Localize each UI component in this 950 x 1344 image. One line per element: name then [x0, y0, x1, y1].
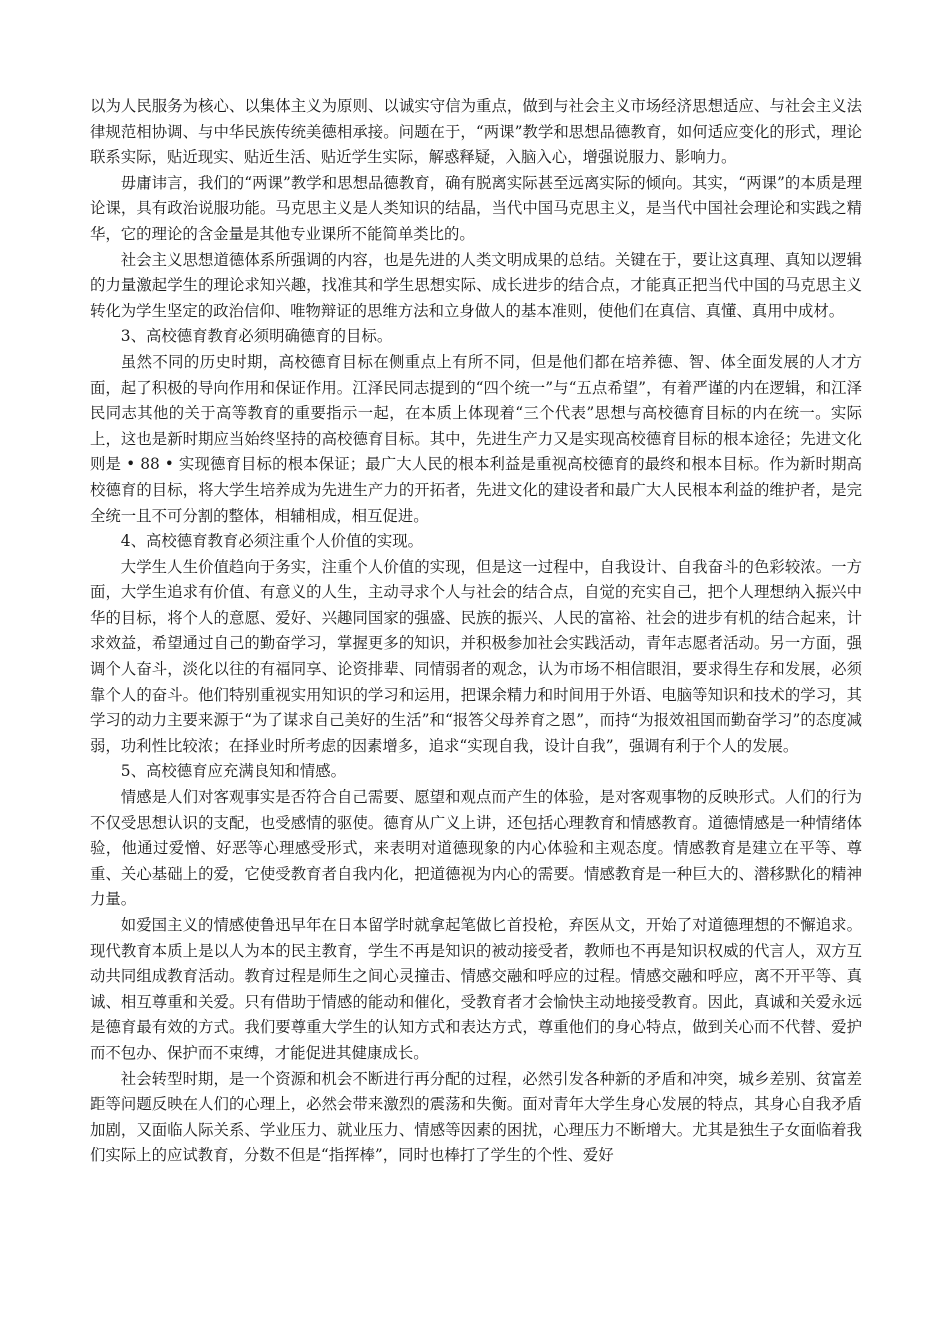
- paragraph-continuation: 以为人民服务为核心、以集体主义为原则、以诚实守信为重点，做到与社会主义市场经济思想适应、与社会主义法律规范相协调、与中华民族传统美德相承接。问题在于，“两课”教学和思想品德教育，如何适应变化的形式，理论联系实际，贴近现实、贴近生活、贴近学生实际，解惑释疑，入脑入心，增强说服力、影响力。: [90, 97, 862, 167]
- paragraph: 社会转型时期，是一个资源和机会不断进行再分配的过程，必然引发各种新的矛盾和冲突，城乡差别、贫富差距等问题反映在人们的心理上，必然会带来激烈的震荡和失衡。面对青年大学生身心发展的特点，其身心自我矛盾加剧，又面临人际关系、学业压力、就业压力、情感等因素的困扰，心理压力不断增大。尤其是独生子女面临着我们实际上的应试教育，分数不但是“指挥棒”，同时也棒打了学生的个性、爱好: [90, 1069, 862, 1165]
- paragraph: 如爱国主义的情感使鲁迅早年在日本留学时就拿起笔做匕首投枪，弃医从文，开始了对道德理想的不懈追求。现代教育本质上是以人为本的民主教育，学生不再是知识的被动接受者，教师也不再是知识权威的代言人，双方互动共同组成教育活动。教育过程是师生之间心灵撞击、情感交融和呼应的过程。情感交融和呼应，离不开平等、真诚、相互尊重和关爱。只有借助于情感的能动和催化，受教育者才会愉快主动地接受教育。因此，真诚和关爱永远是德育最有效的方式。我们要尊重大学生的认知方式和表达方式，尊重他们的身心特点，做到关心而不代替、爱护而不包办、保护而不束缚，才能促进其健康成长。: [90, 916, 862, 1062]
- paragraph: 虽然不同的历史时期，高校德育目标在侧重点上有所不同，但是他们都在培养德、智、体全面发展的人才方面，起了积极的导向作用和保证作用。江泽民同志提到的“四个统一”与“五点希望”，有着严谨的内在逻辑，和江泽民同志其他的关于高等教育的重要指示一起，在本质上体现着“三个代表”思想与高校德育目标的内在统一。实际上，这也是新时期应当始终坚持的高校德育目标。其中，先进生产力又是实现高校德育目标的根本途径；先进文化则是 • 88 • 实现德育目标的根本保证；最广大人民的根本利益是重视高校德育的最终和根本目标。作为新时期高校德育的目标，将大学生培养成为先进生产力的开拓者，先进文化的建设者和最广大人民根本利益的维护者，是完全统一且不可分割的整体，相辅相成，相互促进。: [90, 352, 862, 525]
- paragraph: 情感是人们对客观事实是否符合自己需要、愿望和观点而产生的体验，是对客观事物的反映形式。人们的行为不仅受思想认识的支配，也受感情的驱使。德育从广义上讲，还包括心理教育和情感教育。道德情感是一种情绪体验，他通过爱憎、好恶等心理感受形式，来表明对道德现象的内心体验和主观态度。情感教育是建立在平等、尊重、关心基础上的爱，它使受教育者自我内化，把道德视为内心的需要。情感教育是一种巨大的、潜移默化的精神力量。: [90, 788, 862, 909]
- document-body: [90, 94, 862, 1169]
- paragraph: 社会主义思想道德体系所强调的内容，也是先进的人类文明成果的总结。关键在于，要让这真理、真知以逻辑的力量激起学生的理论求知兴趣，找准其和学生思想实际、成长进步的结合点，才能真正把当代中国的马克思主义转化为学生坚定的政治信仰、唯物辩证的思维方法和立身做人的基本准则，使他们在真信、真懂、真用中成材。: [90, 250, 862, 320]
- section-heading-5: 5、高校德育应充满良知和情感。: [120, 762, 347, 781]
- section-heading-4: 4、高校德育教育必须注重个人价值的实现。: [120, 532, 424, 551]
- paragraph: 大学生人生价值趋向于务实，注重个人价值的实现，但是这一过程中，自我设计、自我奋斗的色彩较浓。一方面，大学生追求有价值、有意义的人生，主动寻求个人与社会的结合点，自觉的充实自己，把个人理想纳入振兴中华的目标，将个人的意愿、爱好、兴趣同国家的强盛、民族的振兴、人民的富裕、社会的进步有机的结合起来，计求效益，希望通过自己的勤奋学习，掌握更多的知识，并积极参加社会实践活动，青年志愿者活动。另一方面，强调个人奋斗，淡化以往的有福同享、论资排辈、同情弱者的观念，认为市场不相信眼泪，要求得生存和发展，必须靠个人的奋斗。他们特别重视实用知识的学习和运用，把课余精力和时间用于外语、电脑等知识和技术的学习，其学习的动力主要来源于“为了谋求自己美好的生活”和“报答父母养育之恩”，而持“为报效祖国而勤奋学习”的态度减弱，功利性比较浓；在择业时所考虑的因素增多，追求“实现自我，设计自我”，强调有利于个人的发展。: [90, 557, 862, 755]
- section-heading-3: 3、高校德育教育必须明确德育的目标。: [120, 327, 393, 346]
- paragraph: 毋庸讳言，我们的“两课”教学和思想品德教育，确有脱离实际甚至远离实际的倾向。其实，“两课”的本质是理论课，具有政治说服功能。马克思主义是人类知识的结晶，当代中国马克思主义，是当代中国社会理论和实践之精华，它的理论的含金量是其他专业课所不能简单类比的。: [90, 173, 862, 243]
